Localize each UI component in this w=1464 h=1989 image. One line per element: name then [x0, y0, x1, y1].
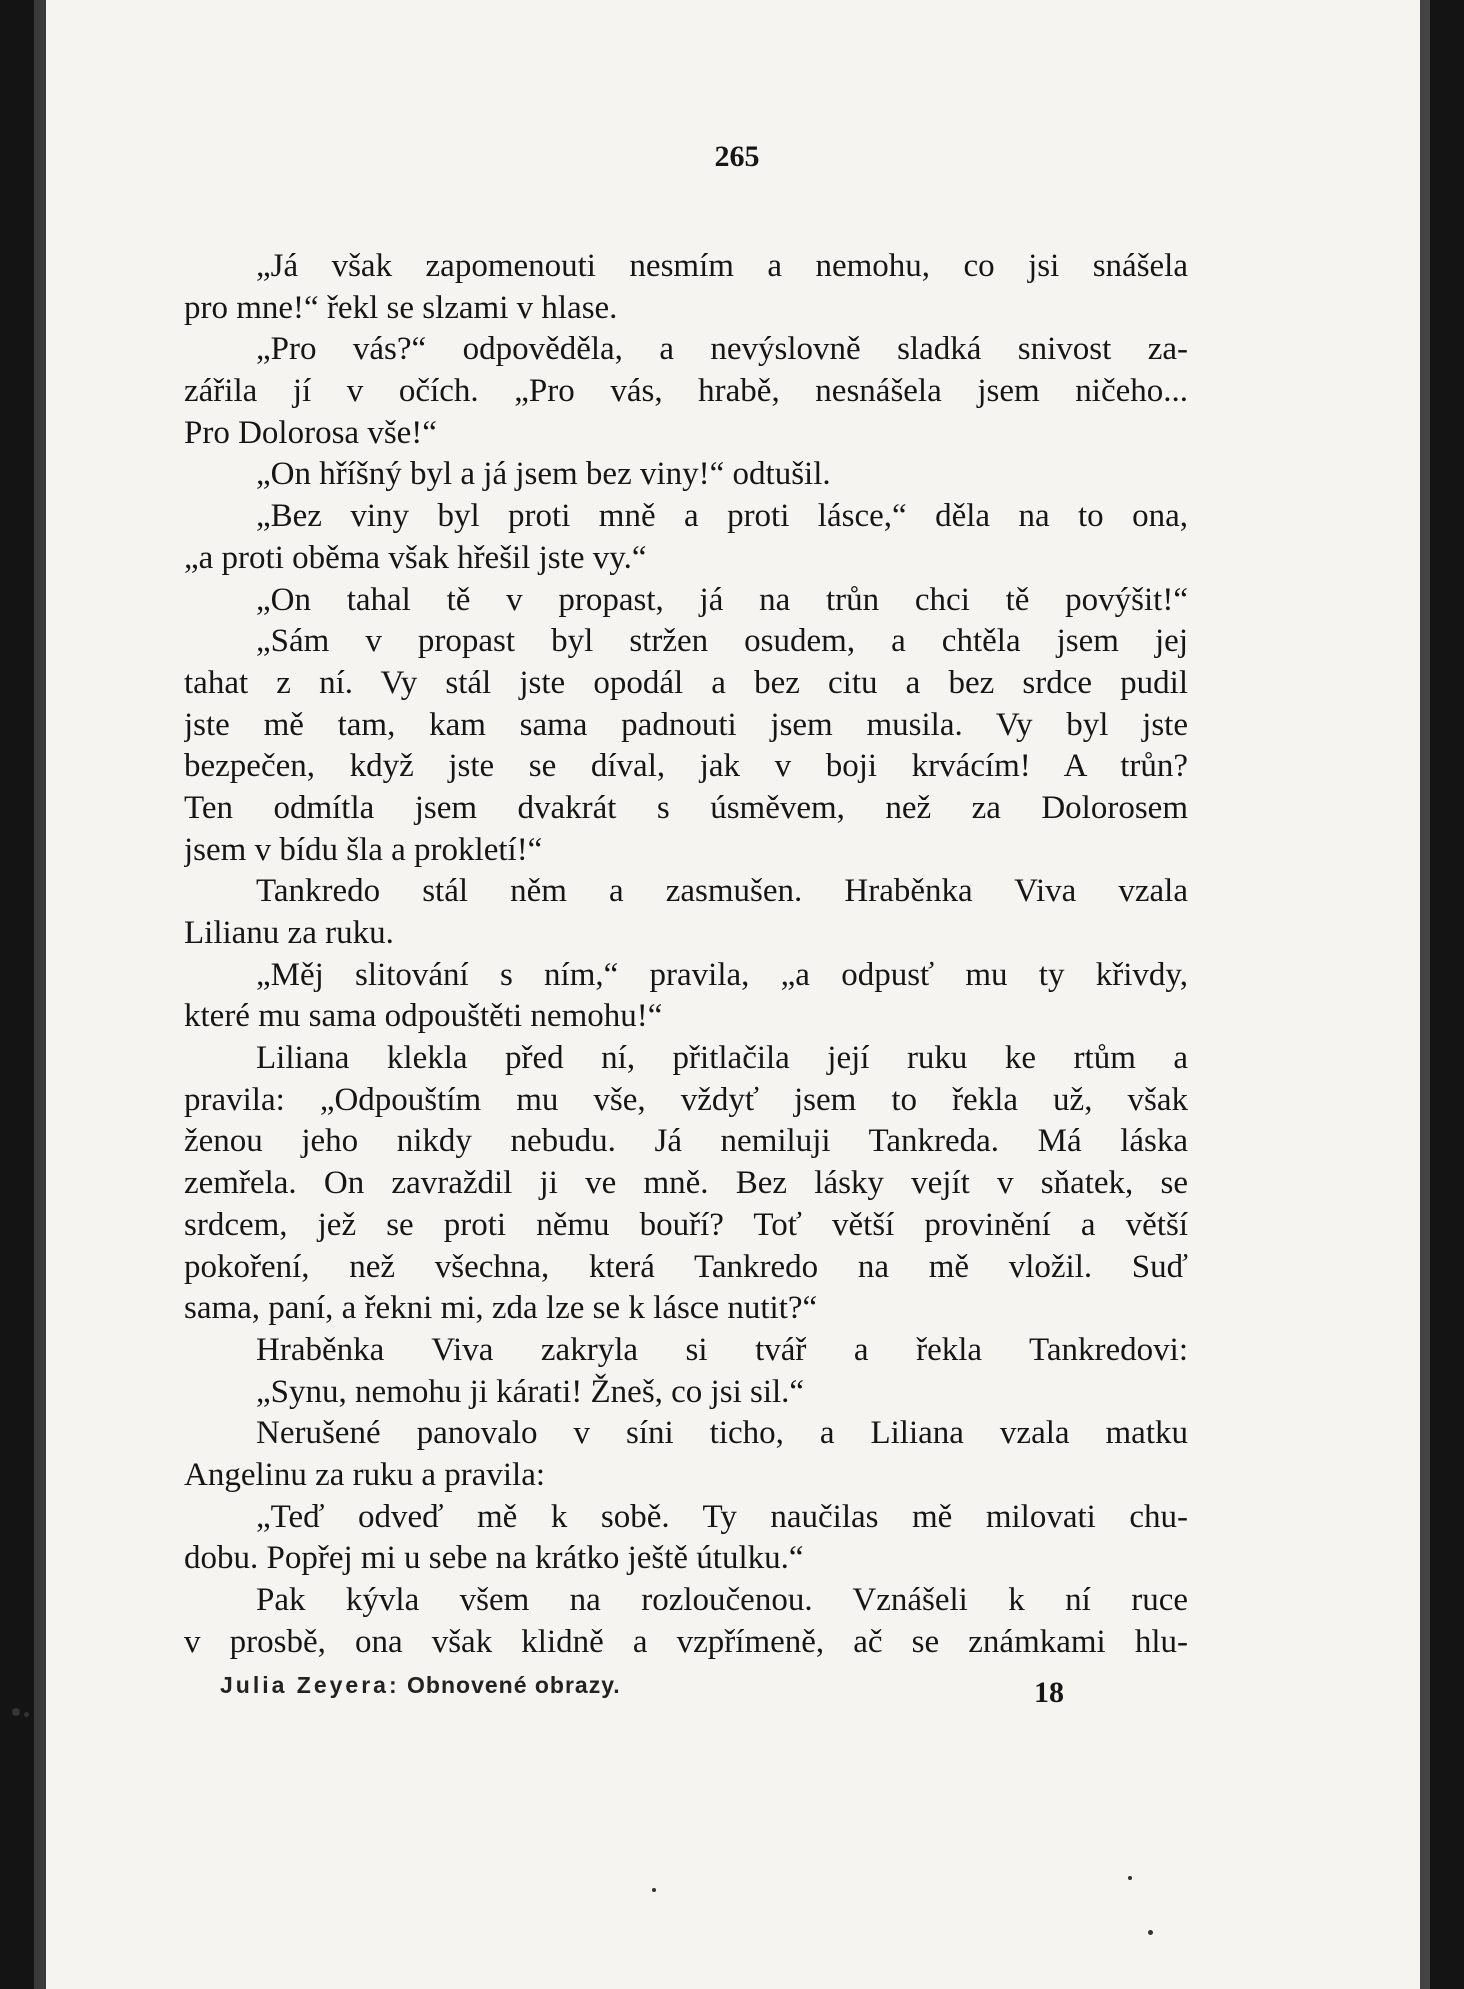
- body-text: [184, 246, 1188, 1663]
- dust-speck: [652, 1888, 656, 1892]
- book-spine-edge: [0, 0, 44, 1989]
- page-right-edge: [1428, 0, 1464, 1989]
- text-line: které mu sama odpouštěti nemohu!“: [184, 998, 663, 1035]
- text-line: Ten odmítla jsem dvakrát s úsměvem, než za Dolorosem: [184, 789, 1188, 826]
- text-line: Nerušené panovalo v síni ticho, a Liliana vzala matku: [256, 1415, 1188, 1452]
- text-line: „On hříšný byl a já jsem bez viny!“ odtušil.: [256, 456, 831, 493]
- dust-speck: [24, 1712, 29, 1717]
- signature-title: Obnovené obrazy.: [407, 1672, 621, 1698]
- text-line: pro mne!“ řekl se slzami v hlase.: [184, 289, 618, 326]
- text-line: zářila jí v očích. „Pro vás, hrabě, nesnášela jsem ničeho...: [184, 373, 1188, 410]
- text-line: „Bez viny byl proti mně a proti lásce,“ děla na to ona,: [256, 498, 1188, 535]
- text-line: ženou jeho nikdy nebudu. Já nemiluji Tankreda. Má láska: [184, 1123, 1188, 1160]
- text-line: Lilianu za ruku.: [184, 915, 394, 951]
- page-number: 265: [714, 140, 760, 173]
- text-line: jste mě tam, kam sama padnouti jsem musila. Vy byl jste: [184, 706, 1188, 743]
- text-line: „Pro vás?“ odpověděla, a nevýslovně sladká snivost za-: [256, 331, 1188, 368]
- text-line: „a proti oběma však hřešil jste vy.“: [184, 539, 647, 576]
- text-line: bezpečen, když jste se díval, jak v boji krvácím! A trůn?: [184, 748, 1188, 785]
- text-line: Pro Dolorosa vše!“: [184, 414, 437, 451]
- text-line: zemřela. On zavraždil ji ve mně. Bez lásky vejít v sňatek, se: [184, 1165, 1188, 1202]
- text-line: „Měj slitování s ním,“ pravila, „a odpusť mu ty křivdy,: [256, 956, 1188, 993]
- text-line: srdcem, jež se proti němu bouří? Toť větší provinění a větší: [184, 1206, 1188, 1243]
- text-line: Liliana klekla před ní, přitlačila její ruku ke rtům a: [256, 1040, 1188, 1077]
- sheet-number: 18: [1034, 1676, 1064, 1709]
- text-line: Tankredo stál něm a zasmušen. Hraběnka Viva vzala: [256, 873, 1188, 910]
- text-line: v prosbě, ona však klidně a vzpřímeně, ač se známkami hlu-: [184, 1623, 1188, 1660]
- text-line: „Sám v propast byl stržen osudem, a chtěla jsem jej: [256, 623, 1188, 660]
- text-line: „Teď odveď mě k sobě. Ty naučilas mě milovati chu-: [256, 1498, 1188, 1535]
- dust-speck: [1128, 1876, 1132, 1880]
- text-line: „Já však zapomenouti nesmím a nemohu, co jsi snášela: [256, 248, 1188, 284]
- text-line: Pak kývla všem na rozloučenou. Vznášeli k ní ruce: [256, 1582, 1188, 1618]
- text-line: sama, paní, a řekni mi, zda lze se k lásce nutit?“: [184, 1290, 818, 1327]
- text-line: dobu. Popřej mi u sebe na krátko ještě útulku.“: [184, 1540, 804, 1577]
- dust-speck: [1148, 1930, 1153, 1935]
- text-line: pokoření, než všechna, která Tankredo na mě vložil. Suď: [184, 1248, 1188, 1285]
- text-line: Hraběnka Viva zakryla si tvář a řekla Tankredovi:: [256, 1331, 1188, 1368]
- text-line: „Synu, nemohu ji kárati! Žneš, co jsi sil.“: [256, 1373, 805, 1410]
- text-line: tahat z ní. Vy stál jste opodál a bez citu a bez srdce pudil: [184, 664, 1188, 701]
- printer-signature: [220, 1672, 621, 1699]
- text-line: jsem v bídu šla a prokletí!“: [184, 831, 543, 868]
- dust-speck: [12, 1708, 20, 1716]
- text-line: pravila: „Odpouštím mu vše, vždyť jsem to řekla už, však: [184, 1081, 1188, 1118]
- text-line: „On tahal tě v propast, já na trůn chci tě povýšit!“: [256, 581, 1188, 618]
- edge-shadow: [1420, 0, 1430, 1989]
- spine-shadow: [34, 0, 46, 1989]
- signature-author: Julia Zeyera:: [220, 1672, 400, 1698]
- text-line: Angelinu za ruku a pravila:: [184, 1456, 546, 1493]
